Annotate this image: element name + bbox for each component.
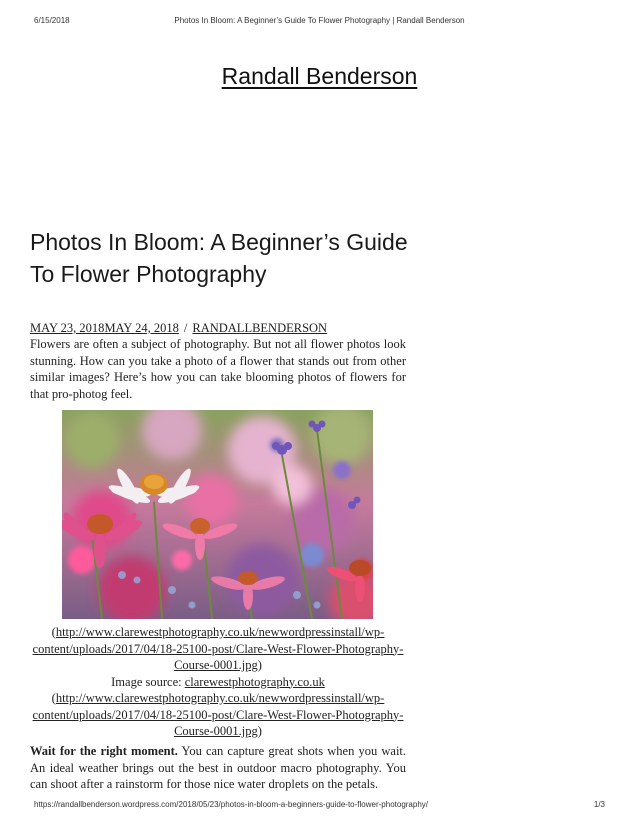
- image-source-link[interactable]: clarewestphotography.co.uk: [184, 674, 325, 689]
- print-page-number: 1/3: [593, 800, 605, 809]
- tip-paragraph: [30, 743, 406, 793]
- post-featured-image: [62, 410, 373, 619]
- post-intro-paragraph: Flowers are often a subject of photography. But not all flower photos look stunning. How can you take a photo of a flower that stands out from other similar images? Here’s how you can take blooming photos of flowers for that pro-photog feel.: [30, 337, 406, 401]
- image-caption: [30, 624, 406, 740]
- post-date-link[interactable]: [30, 321, 179, 335]
- print-header: [0, 16, 639, 28]
- meta-separator: /: [183, 321, 188, 335]
- caption-line-3: [30, 690, 406, 740]
- print-date: 6/15/2018: [34, 16, 70, 25]
- image-url-link[interactable]: http://www.clarewestphotography.co.uk/newwordpressinstall/wp-content/uploads/2017/04/18-25100-post/Clare-West-Flower-Photography-Course-0001.jpg: [32, 625, 404, 672]
- caption-paren-open: (: [51, 625, 56, 639]
- tip-text: You can capture great shots when you wait. An ideal weather brings out the best in outdoor macro photography. You can shoot after a rainstorm for those nice water droplets on the petals.: [30, 744, 406, 791]
- caption-line-2: [30, 674, 406, 691]
- caption-line-1: [30, 624, 406, 674]
- post-author-link[interactable]: RANDALLBENDERSON: [192, 321, 328, 335]
- print-document-title: Photos In Bloom: A Beginner’s Guide To Flower Photography | Randall Benderson: [174, 16, 465, 25]
- caption-paren-close: ): [257, 658, 262, 672]
- post-date-updated: MAY 24, 2018: [104, 321, 179, 335]
- caption-paren-close-2: ): [257, 724, 262, 738]
- post-date-published: MAY 23, 2018: [30, 321, 105, 335]
- flower-photo: [62, 410, 373, 619]
- site-title-link[interactable]: Randall Benderson: [221, 63, 418, 89]
- print-footer: [0, 800, 639, 812]
- post-title: Photos In Bloom: A Beginner’s Guide To Flower Photography: [30, 229, 408, 287]
- tip-heading: Wait for the right moment.: [30, 744, 178, 758]
- caption-paren-open-2: (: [51, 691, 56, 705]
- post-meta: [30, 320, 410, 336]
- image-url-link-2[interactable]: http://www.clarewestphotography.co.uk/newwordpressinstall/wp-content/uploads/2017/04/18-25100-post/Clare-West-Flower-Photography-Course-0001.jpg: [32, 691, 404, 738]
- print-url: https://randallbenderson.wordpress.com/2018/05/23/photos-in-bloom-a-beginners-guide-to-flower-photography/: [34, 800, 429, 809]
- image-source-label: Image source:: [111, 674, 185, 689]
